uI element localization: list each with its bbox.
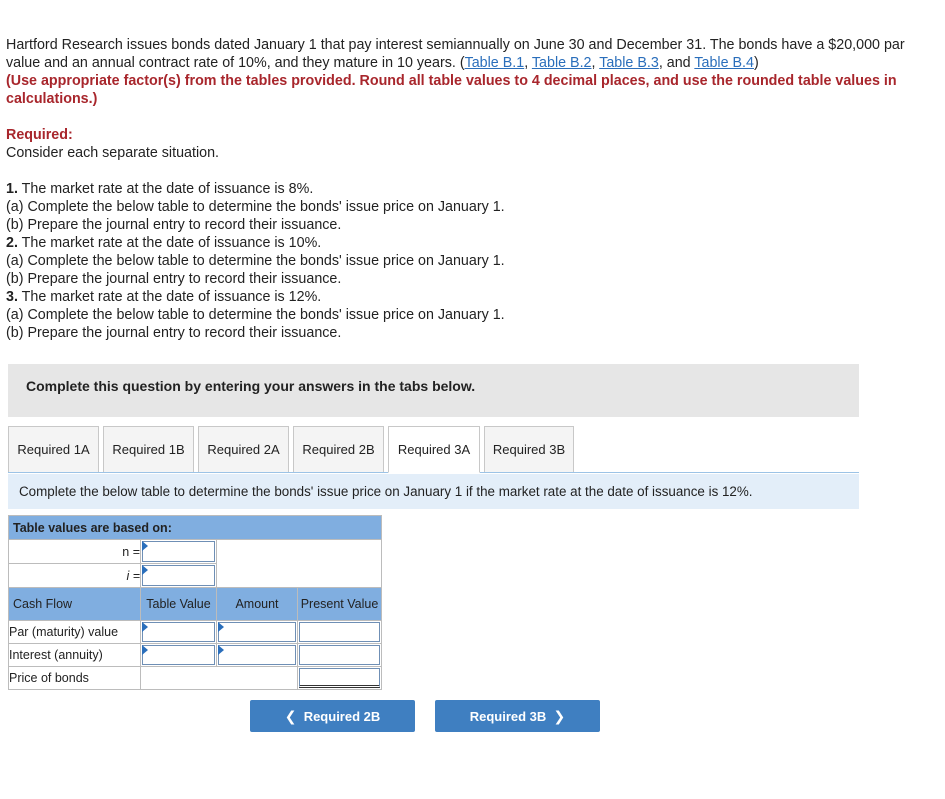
input-marker-icon [142,541,148,551]
bond-price-table [8,515,382,690]
tab-required-1b[interactable]: Required 1B [103,426,194,473]
table-b2-link[interactable]: Table B.2 [531,55,592,71]
tab-required-2b[interactable]: Required 2B [293,426,384,473]
problem-intro [6,36,938,108]
required-title: Required: [6,127,73,143]
interest-amount-input[interactable] [217,644,297,666]
rounding-instruction: (Use appropriate factor(s) from the tables provided. Round all table values to 4 decimal places, and use the rounded table values in calculations.) [6,73,897,107]
interest-table-value-cell [141,644,217,667]
table-value-header: Table Value [141,588,217,621]
list-item: (b) Prepare the journal entry to record their issuance. [6,271,342,287]
list-item: 1. The market rate at the date of issuance is 8%. [6,181,314,197]
list-item: (a) Complete the below table to determine the bonds' issue price on January 1. [6,307,505,323]
interest-present-value-input[interactable] [298,644,381,666]
input-marker-icon [218,622,224,632]
chevron-left-icon: ❮ [284,707,297,724]
table-b4-link[interactable]: Table B.4 [694,55,754,71]
list-item: (a) Complete the below table to determine the bonds' issue price on January 1. [6,199,505,215]
list-item: 3. The market rate at the date of issuance is 12%. [6,289,322,305]
par-amount-cell [217,621,298,644]
n-input-cell [141,540,217,564]
tab-instruction: Complete the below table to determine the bonds' issue price on January 1 if the market rate at the date of issuance is 12%. [8,474,859,509]
input-marker-icon [142,622,148,632]
tab-required-2a[interactable]: Required 2A [198,426,289,473]
list-item: (b) Prepare the journal entry to record their issuance. [6,325,342,341]
instruction-banner: Complete this question by entering your answers in the tabs below. [8,364,859,417]
cash-flow-header: Cash Flow [9,588,141,621]
n-input[interactable] [141,540,216,563]
table-b3-link[interactable]: Table B.3 [599,55,659,71]
empty-cell [141,667,298,690]
i-label: i = [9,564,141,588]
table-b1-link[interactable]: Table B.1 [464,55,525,71]
i-input[interactable] [141,564,216,587]
tab-required-3a[interactable]: Required 3A [388,426,480,473]
price-of-bonds-label: Price of bonds [9,667,141,690]
prev-button[interactable]: ❮ Required 2B [250,700,415,732]
price-cell [298,667,382,690]
par-table-value-cell [141,621,217,644]
requirement-list [6,180,505,342]
i-input-cell [141,564,217,588]
interest-table-value-input[interactable] [141,644,216,666]
next-button[interactable]: Required 3B ❯ [435,700,600,732]
par-amount-input[interactable] [217,621,297,643]
required-section [6,126,219,162]
tab-required-1a[interactable]: Required 1A [8,426,99,473]
present-value-header: Present Value [298,588,382,621]
table-header: Table values are based on: [9,516,382,540]
par-value-label: Par (maturity) value [9,621,141,644]
n-label: n = [9,540,141,564]
interest-label: Interest (annuity) [9,644,141,667]
interest-pv-cell [298,644,382,667]
input-marker-icon [142,645,148,655]
amount-header: Amount [217,588,298,621]
tab-required-3b[interactable]: Required 3B [484,426,574,473]
list-item: (b) Prepare the journal entry to record their issuance. [6,217,342,233]
required-subtitle: Consider each separate situation. [6,145,219,161]
input-marker-icon [218,645,224,655]
par-pv-cell [298,621,382,644]
tab-bar [8,426,578,473]
list-item: (a) Complete the below table to determine the bonds' issue price on January 1. [6,253,505,269]
input-marker-icon [142,565,148,575]
par-table-value-input[interactable] [141,621,216,643]
price-of-bonds-input[interactable] [298,667,381,689]
empty-cell [217,540,382,588]
par-present-value-input[interactable] [298,621,381,643]
list-item: 2. The market rate at the date of issuance is 10%. [6,235,322,251]
chevron-right-icon: ❯ [553,707,566,724]
interest-amount-cell [217,644,298,667]
problem-text: Hartford Research issues bonds dated January 1 that pay interest semiannually on June 30 and December 31. The bonds have a $20,000 par value and an annual contract rate of 10%, and they mature in 10 years. (Table B.1, Table B.2, Table B.3, and Table B.4) [6,37,905,71]
